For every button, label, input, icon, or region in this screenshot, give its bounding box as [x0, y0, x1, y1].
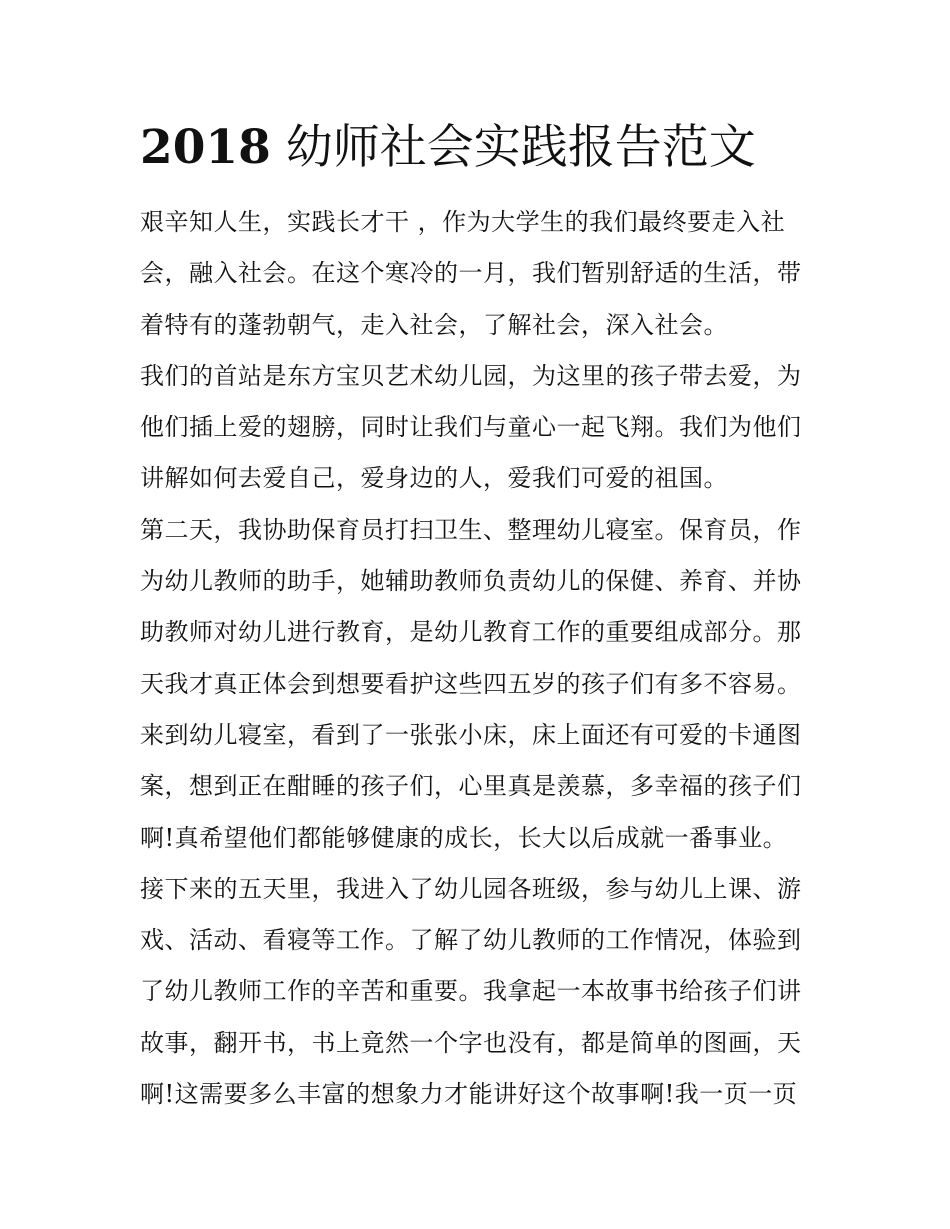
body-line: 故事，翻开书，书上竟然一个字也没有，都是简单的图画，天 — [140, 1028, 802, 1057]
body-line: 案，想到正在酣睡的孩子们，心里真是羡慕，多幸福的孩子们 — [140, 772, 802, 801]
title-year: 2018 — [140, 120, 271, 175]
body-line: 讲解如何去爱自己，爱身边的人，爱我们可爱的祖国。 — [140, 464, 728, 493]
document-body — [140, 197, 812, 1120]
body-line: 我们的首站是东方宝贝艺术幼儿园，为这里的孩子带去爱，为 — [140, 361, 802, 390]
body-line: 啊!真希望他们都能够健康的成长，长大以后成就一番事业。 — [140, 823, 788, 852]
body-line: 接下来的五天里，我进入了幼儿园各班级，参与幼儿上课、游 — [140, 874, 802, 903]
body-line: 来到幼儿寝室，看到了一张张小床，床上面还有可爱的卡通图 — [140, 720, 802, 749]
title-text: 幼师社会实践报告范文 — [285, 120, 756, 175]
body-line: 啊!这需要多么丰富的想象力才能讲好这个故事啊!我一页一页 — [140, 1080, 798, 1109]
body-line: 第二天，我协助保育员打扫卫生、整理幼儿寝室。保育员，作 — [140, 515, 802, 544]
body-line: 戏、活动、看寝等工作。了解了幼儿教师的工作情况，体验到 — [140, 926, 802, 955]
body-line: 着特有的蓬勃朝气，走入社会，了解社会，深入社会。 — [140, 310, 728, 339]
document-title — [140, 118, 756, 178]
body-line: 他们插上爱的翅膀，同时让我们与童心一起飞翔。我们为他们 — [140, 413, 802, 442]
body-line: 了幼儿教师工作的辛苦和重要。我拿起一本故事书给孩子们讲 — [140, 977, 802, 1006]
body-line: 助教师对幼儿进行教育，是幼儿教育工作的重要组成部分。那 — [140, 618, 802, 647]
body-line: 会，融入社会。在这个寒冷的一月，我们暂别舒适的生活，带 — [140, 259, 802, 288]
body-line: 艰辛知人生，实践长才干 ，作为大学生的我们最终要走入社 — [140, 208, 786, 236]
body-line: 天我才真正体会到想要看护这些四五岁的孩子们有多不容易。 — [140, 669, 802, 698]
body-line: 为幼儿教师的助手，她辅助教师负责幼儿的保健、养育、并协 — [140, 567, 802, 596]
